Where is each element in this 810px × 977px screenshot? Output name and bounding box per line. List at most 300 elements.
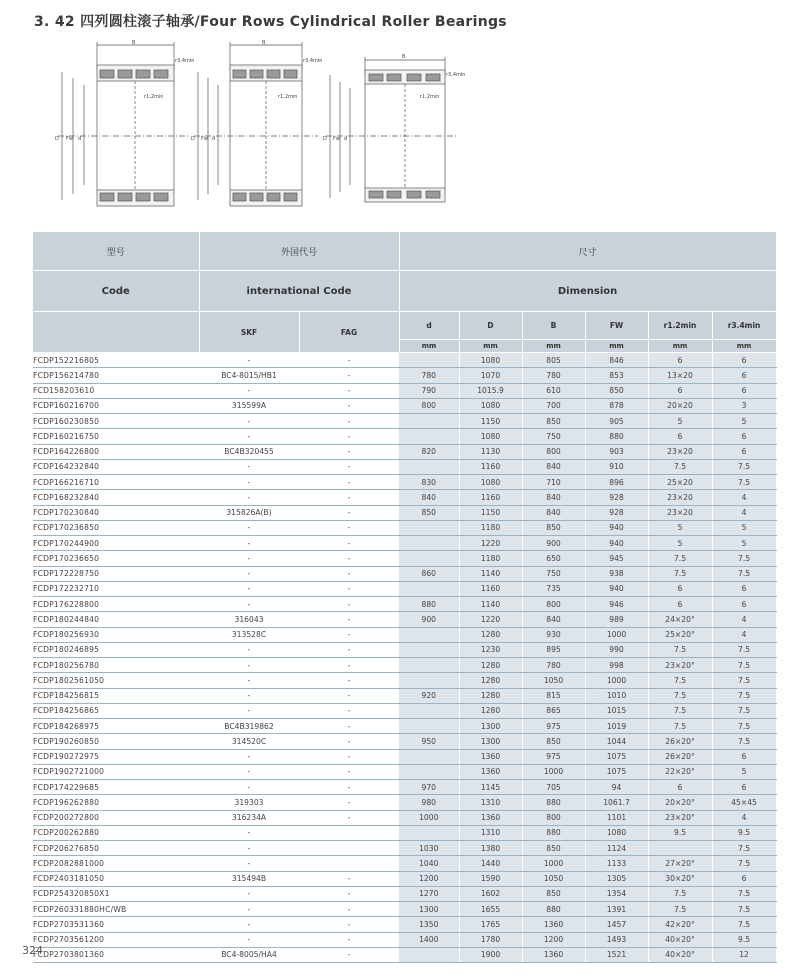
cell-d: 920 [399, 688, 459, 703]
cell-D: 1590 [459, 871, 522, 886]
cell-d [399, 825, 459, 840]
cell-D: 1780 [459, 932, 522, 947]
cell-fag: - [299, 551, 399, 566]
cell-r34: 6 [712, 368, 776, 383]
cell-d: 1300 [399, 902, 459, 917]
cell-r34: 6 [712, 383, 776, 398]
page-title: 3. 42 四列圆柱滚子轴承/Four Rows Cylindrical Roller Bearings [34, 14, 507, 30]
cell-D: 1160 [459, 459, 522, 474]
cell-r12: 7.5 [648, 551, 712, 566]
cell-d: 1200 [399, 871, 459, 886]
cell-FW: 1457 [585, 917, 648, 932]
cell-B: 780 [522, 368, 585, 383]
table-row [33, 795, 776, 810]
cell-code: FCDP184256865 [33, 703, 199, 718]
cell-r34: 5 [712, 414, 776, 429]
cell-r12: 25×20 [648, 475, 712, 490]
dim-label-r34: r3,4min [175, 58, 195, 64]
cell-d: 980 [399, 795, 459, 810]
cell-skf: - [199, 856, 299, 871]
cell-code: FCD158203610 [33, 383, 199, 398]
bearing-diagram-1 [58, 42, 190, 206]
cell-skf: - [199, 353, 299, 368]
cell-r12: 24×20° [648, 612, 712, 627]
bearing-table-body [33, 353, 776, 963]
cell-B: 800 [522, 444, 585, 459]
dim-label-D: D [55, 136, 59, 142]
cell-D: 1440 [459, 856, 522, 871]
table-row [33, 642, 776, 657]
cell-fag: - [299, 627, 399, 642]
page-number: 324 [22, 944, 43, 957]
dim-label-d: d [78, 136, 82, 142]
cell-r34: 7.5 [712, 475, 776, 490]
cell-skf: - [199, 551, 299, 566]
cell-skf: - [199, 673, 299, 688]
cell-D: 1380 [459, 841, 522, 856]
cell-D: 1220 [459, 536, 522, 551]
cell-r12: 27×20° [648, 856, 712, 871]
cell-fag: - [299, 597, 399, 612]
cell-code: FCDP180256780 [33, 658, 199, 673]
table-row [33, 597, 776, 612]
cell-r34: 4 [712, 627, 776, 642]
cell-r34: 7.5 [712, 856, 776, 871]
cell-B: 865 [522, 703, 585, 718]
cell-FW: 1015 [585, 703, 648, 718]
dim-label-D-3: D [323, 136, 327, 142]
table-row [33, 825, 776, 840]
dim-label-r12-2: r1,2min [278, 94, 298, 100]
cell-fag: - [299, 780, 399, 795]
cell-d [399, 673, 459, 688]
cell-fag: - [299, 505, 399, 520]
table-row [33, 673, 776, 688]
cell-skf: - [199, 825, 299, 840]
dim-label-r34-3: r3,4min [446, 72, 466, 78]
cell-r12: 9.5 [648, 825, 712, 840]
cell-r34: 6 [712, 871, 776, 886]
cell-skf: 314520C [199, 734, 299, 749]
table-row [33, 856, 776, 871]
cell-code: FCDP170244900 [33, 536, 199, 551]
cell-r34: 12 [712, 947, 776, 962]
cell-B: 895 [522, 642, 585, 657]
table-row [33, 871, 776, 886]
dim-label-B-2: B [262, 40, 266, 46]
cell-code: FCDP1802561050 [33, 673, 199, 688]
cell-skf: - [199, 383, 299, 398]
cell-D: 1145 [459, 780, 522, 795]
cell-r34: 6 [712, 581, 776, 596]
cell-code: FCDP164226800 [33, 444, 199, 459]
cell-skf: BC4-8015/HB1 [199, 368, 299, 383]
cell-d [399, 642, 459, 657]
cell-r12: 26×20° [648, 749, 712, 764]
cell-d: 790 [399, 383, 459, 398]
cell-FW: 1075 [585, 749, 648, 764]
cell-skf: - [199, 749, 299, 764]
cell-fag: - [299, 444, 399, 459]
cell-B: 880 [522, 902, 585, 917]
cell-D: 1360 [459, 749, 522, 764]
cell-d [399, 520, 459, 535]
cell-B: 840 [522, 459, 585, 474]
cell-code: FCDP170230840 [33, 505, 199, 520]
header-dim-cn: 尺寸 [399, 232, 776, 271]
cell-d [399, 551, 459, 566]
cell-d: 1030 [399, 841, 459, 856]
cell-r12: 40×20° [648, 947, 712, 962]
cell-skf: 319303 [199, 795, 299, 810]
cell-skf: - [199, 764, 299, 779]
cell-skf: - [199, 414, 299, 429]
cell-skf: - [199, 475, 299, 490]
cell-d: 840 [399, 490, 459, 505]
header-r34: r3.4min [712, 312, 776, 340]
cell-FW: 945 [585, 551, 648, 566]
cell-r12: 25×20° [648, 627, 712, 642]
dim-label-d-2: d [212, 136, 216, 142]
cell-r34: 7.5 [712, 658, 776, 673]
cell-FW: 1044 [585, 734, 648, 749]
cell-skf: - [199, 429, 299, 444]
cell-d: 780 [399, 368, 459, 383]
cell-D: 1140 [459, 566, 522, 581]
cell-B: 975 [522, 719, 585, 734]
cell-r34: 3 [712, 398, 776, 413]
cell-d [399, 353, 459, 368]
cell-code: FCDP2703801360 [33, 947, 199, 962]
cell-code: FCDP196262880 [33, 795, 199, 810]
cell-code: FCDP206276850 [33, 841, 199, 856]
cell-d [399, 459, 459, 474]
cell-fag [299, 825, 399, 840]
cell-r12: 6 [648, 780, 712, 795]
cell-fag: - [299, 749, 399, 764]
cell-r12: 6 [648, 597, 712, 612]
cell-skf: - [199, 841, 299, 856]
cell-r12: 7.5 [648, 886, 712, 901]
cell-FW: 896 [585, 475, 648, 490]
cell-code: FCDP172232710 [33, 581, 199, 596]
cell-code: FCDP160216750 [33, 429, 199, 444]
dim-label-D-2: D [191, 136, 195, 142]
cell-r12: 7.5 [648, 673, 712, 688]
cell-r34: 9.5 [712, 932, 776, 947]
dim-label-r34-2: r3,4min [303, 58, 323, 64]
cell-skf: BC4-8005/HA4 [199, 947, 299, 962]
cell-FW: 94 [585, 780, 648, 795]
cell-r12: 6 [648, 383, 712, 398]
cell-d [399, 764, 459, 779]
cell-r12: 5 [648, 520, 712, 535]
cell-r12: 40×20° [648, 932, 712, 947]
cell-fag: - [299, 703, 399, 718]
cell-B: 1200 [522, 932, 585, 947]
cell-skf: - [199, 490, 299, 505]
cell-FW: 1000 [585, 627, 648, 642]
cell-B: 750 [522, 566, 585, 581]
header-code-cn: 型号 [33, 232, 199, 271]
cell-skf: - [199, 703, 299, 718]
cell-code: FCDP184268975 [33, 719, 199, 734]
cell-d: 830 [399, 475, 459, 490]
cell-d: 1350 [399, 917, 459, 932]
cell-skf: - [199, 886, 299, 901]
cell-d [399, 536, 459, 551]
cell-r34: 6 [712, 597, 776, 612]
cell-FW: 878 [585, 398, 648, 413]
header-intl-en: international Code [199, 271, 399, 312]
cell-d [399, 581, 459, 596]
dim-label-Fw-3: Fw [333, 136, 340, 142]
cell-r34: 7.5 [712, 917, 776, 932]
cell-r34: 5 [712, 536, 776, 551]
bearing-table-wrapper [33, 232, 776, 963]
cell-d: 1000 [399, 810, 459, 825]
cell-r12: 42×20° [648, 917, 712, 932]
cell-FW: 938 [585, 566, 648, 581]
cell-skf: 313528C [199, 627, 299, 642]
table-row [33, 353, 776, 368]
header-code-blank [33, 312, 199, 353]
cell-fag: - [299, 947, 399, 962]
cell-fag: - [299, 917, 399, 932]
header-code-en: Code [33, 271, 199, 312]
cell-d: 1270 [399, 886, 459, 901]
cell-code: FCDP168232840 [33, 490, 199, 505]
cell-code: FCDP176228800 [33, 597, 199, 612]
cell-D: 1280 [459, 703, 522, 718]
cell-D: 1310 [459, 825, 522, 840]
cell-B: 800 [522, 810, 585, 825]
cell-B: 710 [522, 475, 585, 490]
cell-code: FCDP170236850 [33, 520, 199, 535]
cell-r12: 22×20° [648, 764, 712, 779]
cell-fag: - [299, 398, 399, 413]
cell-D: 1280 [459, 688, 522, 703]
cell-d: 860 [399, 566, 459, 581]
cell-FW: 1061.7 [585, 795, 648, 810]
cell-r12: 7.5 [648, 719, 712, 734]
cell-skf: - [199, 658, 299, 673]
cell-D: 1230 [459, 642, 522, 657]
table-row [33, 764, 776, 779]
cell-skf: - [199, 902, 299, 917]
header-skf: SKF [199, 312, 299, 353]
cell-r34: 7.5 [712, 551, 776, 566]
cell-B: 975 [522, 749, 585, 764]
cell-skf: - [199, 932, 299, 947]
cell-r12: 30×20° [648, 871, 712, 886]
table-row [33, 734, 776, 749]
cell-skf: BC4B320455 [199, 444, 299, 459]
table-row [33, 505, 776, 520]
table-row [33, 475, 776, 490]
cell-code: FCDP2703531360 [33, 917, 199, 932]
cell-D: 1180 [459, 520, 522, 535]
cell-d [399, 429, 459, 444]
cell-B: 735 [522, 581, 585, 596]
cell-d: 950 [399, 734, 459, 749]
cell-code: FCDP184256815 [33, 688, 199, 703]
dim-label-Fw: Fw [66, 136, 73, 142]
cell-FW: 928 [585, 505, 648, 520]
cell-FW: 946 [585, 597, 648, 612]
cell-r12: 5 [648, 536, 712, 551]
cell-fag: - [299, 490, 399, 505]
cell-B: 880 [522, 795, 585, 810]
cell-r34: 7.5 [712, 566, 776, 581]
cell-r34: 7.5 [712, 688, 776, 703]
cell-r12: 7.5 [648, 459, 712, 474]
cell-code: FCDP174229685 [33, 780, 199, 795]
cell-fag: - [299, 459, 399, 474]
cell-d [399, 414, 459, 429]
cell-skf: BC4B319862 [199, 719, 299, 734]
cell-D: 1280 [459, 658, 522, 673]
cell-code: FCDP180256930 [33, 627, 199, 642]
dim-label-r12: r1,2min [144, 94, 164, 100]
table-row [33, 581, 776, 596]
table-row [33, 444, 776, 459]
cell-B: 1000 [522, 856, 585, 871]
cell-D: 1070 [459, 368, 522, 383]
cell-B: 705 [522, 780, 585, 795]
dim-label-B: B [132, 40, 136, 46]
unit-D: mm [459, 340, 522, 353]
unit-d: mm [399, 340, 459, 353]
cell-r12: 5 [648, 414, 712, 429]
cell-skf: 315494B [199, 871, 299, 886]
cell-d [399, 703, 459, 718]
cell-r12: 23×20 [648, 505, 712, 520]
dim-label-r12-3: r1,2min [420, 94, 440, 100]
cell-r12: 6 [648, 581, 712, 596]
cell-r34: 5 [712, 764, 776, 779]
cell-D: 1160 [459, 581, 522, 596]
cell-fag: - [299, 719, 399, 734]
cell-skf: - [199, 459, 299, 474]
cell-r34: 7.5 [712, 459, 776, 474]
dim-label-Fw-2: Fw [201, 136, 208, 142]
cell-B: 850 [522, 414, 585, 429]
cell-FW: 940 [585, 581, 648, 596]
cell-r12: 20×20° [648, 795, 712, 810]
cell-code: FCDP180244840 [33, 612, 199, 627]
cell-fag: - [299, 795, 399, 810]
header-D: D [459, 312, 522, 340]
table-row [33, 551, 776, 566]
cell-code: FCDP2403181050 [33, 871, 199, 886]
cell-B: 1050 [522, 673, 585, 688]
cell-skf: - [199, 642, 299, 657]
cell-r34: 7.5 [712, 886, 776, 901]
cell-d: 1400 [399, 932, 459, 947]
cell-D: 1655 [459, 902, 522, 917]
unit-B: mm [522, 340, 585, 353]
cell-B: 750 [522, 429, 585, 444]
table-row [33, 902, 776, 917]
cell-skf: - [199, 536, 299, 551]
cell-r12: 13×20 [648, 368, 712, 383]
table-row [33, 459, 776, 474]
cell-B: 840 [522, 505, 585, 520]
cell-D: 1765 [459, 917, 522, 932]
cell-B: 1360 [522, 947, 585, 962]
cell-fag: - [299, 871, 399, 886]
cell-B: 850 [522, 734, 585, 749]
table-row [33, 383, 776, 398]
cell-D: 1160 [459, 490, 522, 505]
cell-skf: - [199, 688, 299, 703]
cell-D: 1080 [459, 429, 522, 444]
cell-FW: 928 [585, 490, 648, 505]
table-row [33, 566, 776, 581]
cell-FW: 853 [585, 368, 648, 383]
cell-B: 800 [522, 597, 585, 612]
cell-B: 650 [522, 551, 585, 566]
cell-r34: 9.5 [712, 825, 776, 840]
cell-D: 1220 [459, 612, 522, 627]
cell-skf: - [199, 581, 299, 596]
cell-D: 1300 [459, 719, 522, 734]
cell-d: 970 [399, 780, 459, 795]
cell-r34: 6 [712, 780, 776, 795]
cell-r34: 6 [712, 749, 776, 764]
cell-fag: - [299, 902, 399, 917]
cell-d: 880 [399, 597, 459, 612]
cell-fag: - [299, 734, 399, 749]
cell-FW: 1075 [585, 764, 648, 779]
cell-fag: - [299, 414, 399, 429]
cell-FW: 846 [585, 353, 648, 368]
unit-FW: mm [585, 340, 648, 353]
cell-skf: - [199, 917, 299, 932]
bearing-diagram-3 [326, 57, 458, 202]
cell-skf: - [199, 566, 299, 581]
cell-d [399, 749, 459, 764]
cell-code: FCDP172228750 [33, 566, 199, 581]
cell-fag: - [299, 383, 399, 398]
cell-code: FCDP190260850 [33, 734, 199, 749]
cell-code: FCDP254320850X1 [33, 886, 199, 901]
cell-D: 1015.9 [459, 383, 522, 398]
cell-d: 800 [399, 398, 459, 413]
cell-r12 [648, 841, 712, 856]
cell-code: FCDP152216805 [33, 353, 199, 368]
cell-FW: 905 [585, 414, 648, 429]
cell-FW: 1305 [585, 871, 648, 886]
bearing-diagrams [40, 40, 466, 220]
cell-fag: - [299, 658, 399, 673]
cell-r34: 5 [712, 520, 776, 535]
table-row [33, 414, 776, 429]
cell-fag: - [299, 810, 399, 825]
cell-FW: 1019 [585, 719, 648, 734]
cell-fag: - [299, 520, 399, 535]
cell-D: 1180 [459, 551, 522, 566]
cell-fag: - [299, 475, 399, 490]
cell-FW: 940 [585, 536, 648, 551]
cell-fag: - [299, 566, 399, 581]
cell-d [399, 947, 459, 962]
cell-fag: - [299, 429, 399, 444]
cell-r34: 6 [712, 353, 776, 368]
table-row [33, 780, 776, 795]
cell-FW: 1010 [585, 688, 648, 703]
